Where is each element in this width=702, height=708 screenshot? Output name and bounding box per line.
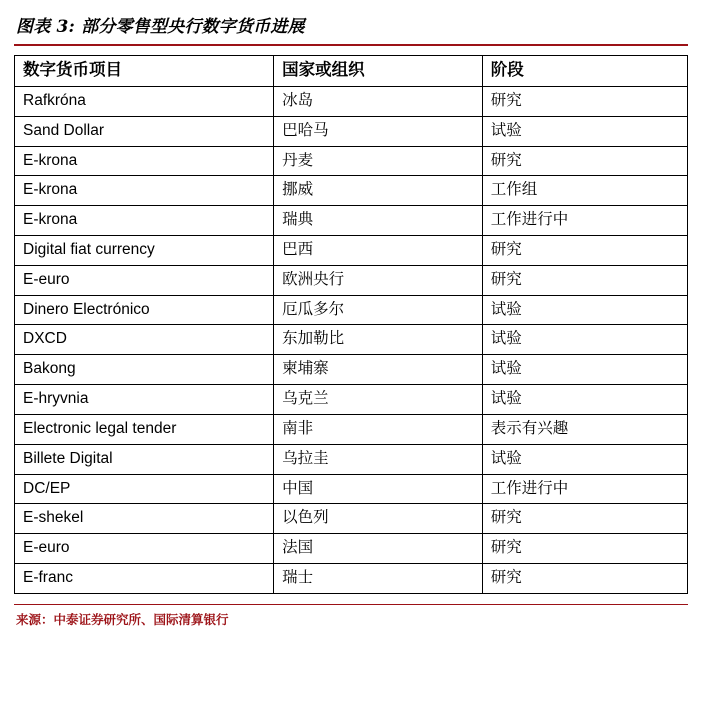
cell-project: E-shekel: [15, 504, 274, 534]
cell-country: 东加勒比: [274, 325, 483, 355]
cell-country: 冰岛: [274, 86, 483, 116]
cell-project: E-krona: [15, 176, 274, 206]
table-row: [15, 355, 688, 385]
cell-country: 中国: [274, 474, 483, 504]
cell-country: 挪威: [274, 176, 483, 206]
cell-country: 厄瓜多尔: [274, 295, 483, 325]
table-row: [15, 265, 688, 295]
cell-project: Sand Dollar: [15, 116, 274, 146]
cell-stage: 工作组: [482, 176, 687, 206]
table-row: [15, 146, 688, 176]
table-row: [15, 444, 688, 474]
table-row: [15, 116, 688, 146]
cell-stage: 试验: [482, 295, 687, 325]
cell-stage: 试验: [482, 355, 687, 385]
cell-stage: 研究: [482, 146, 687, 176]
cell-project: Electronic legal tender: [15, 414, 274, 444]
cell-stage: 试验: [482, 116, 687, 146]
source-note: 来源：中泰证券研究所、国际清算银行: [16, 611, 229, 627]
cbdc-progress-table: [14, 55, 688, 594]
cell-country: 欧洲央行: [274, 265, 483, 295]
cell-project: Rafkróna: [15, 86, 274, 116]
cell-stage: 试验: [482, 385, 687, 415]
cell-country: 以色列: [274, 504, 483, 534]
table-row: [15, 385, 688, 415]
cell-stage: 研究: [482, 534, 687, 564]
cell-stage: 研究: [482, 265, 687, 295]
table-header-row: [15, 56, 688, 87]
cell-stage: 工作进行中: [482, 206, 687, 236]
cell-stage: 工作进行中: [482, 474, 687, 504]
cell-country: 乌克兰: [274, 385, 483, 415]
table-row: [15, 325, 688, 355]
cell-project: Billete Digital: [15, 444, 274, 474]
cell-country: 巴哈马: [274, 116, 483, 146]
cell-stage: 试验: [482, 444, 687, 474]
table-row: [15, 176, 688, 206]
cell-stage: 研究: [482, 86, 687, 116]
table-row: [15, 534, 688, 564]
cell-stage: 研究: [482, 504, 687, 534]
column-header-country: 国家或组织: [274, 56, 483, 87]
cell-project: DC/EP: [15, 474, 274, 504]
table-row: [15, 295, 688, 325]
cell-project: Dinero Electrónico: [15, 295, 274, 325]
cell-country: 南非: [274, 414, 483, 444]
table-row: [15, 414, 688, 444]
table-row: [15, 474, 688, 504]
cell-country: 柬埔寨: [274, 355, 483, 385]
figure-title: 图表 3: 部分零售型央行数字货币进展: [16, 17, 305, 37]
cell-project: DXCD: [15, 325, 274, 355]
cell-project: E-hryvnia: [15, 385, 274, 415]
table-row: [15, 206, 688, 236]
cell-stage: 研究: [482, 563, 687, 593]
table-row: [15, 86, 688, 116]
cell-stage: 试验: [482, 325, 687, 355]
cell-project: E-euro: [15, 265, 274, 295]
column-header-project: 数字货币项目: [15, 56, 274, 87]
cell-country: 瑞典: [274, 206, 483, 236]
cell-country: 丹麦: [274, 146, 483, 176]
cell-country: 法国: [274, 534, 483, 564]
table-row: [15, 563, 688, 593]
cell-country: 乌拉圭: [274, 444, 483, 474]
table-body: [15, 86, 688, 593]
cell-country: 瑞士: [274, 563, 483, 593]
table-row: [15, 504, 688, 534]
cell-project: E-euro: [15, 534, 274, 564]
cell-project: E-krona: [15, 146, 274, 176]
cell-country: 巴西: [274, 236, 483, 266]
column-header-stage: 阶段: [482, 56, 687, 87]
table-row: [15, 236, 688, 266]
cell-project: E-franc: [15, 563, 274, 593]
cell-stage: 研究: [482, 236, 687, 266]
cell-project: E-krona: [15, 206, 274, 236]
cell-project: Digital fiat currency: [15, 236, 274, 266]
cell-project: Bakong: [15, 355, 274, 385]
title-divider: [14, 44, 688, 46]
cell-stage: 表示有兴趣: [482, 414, 687, 444]
